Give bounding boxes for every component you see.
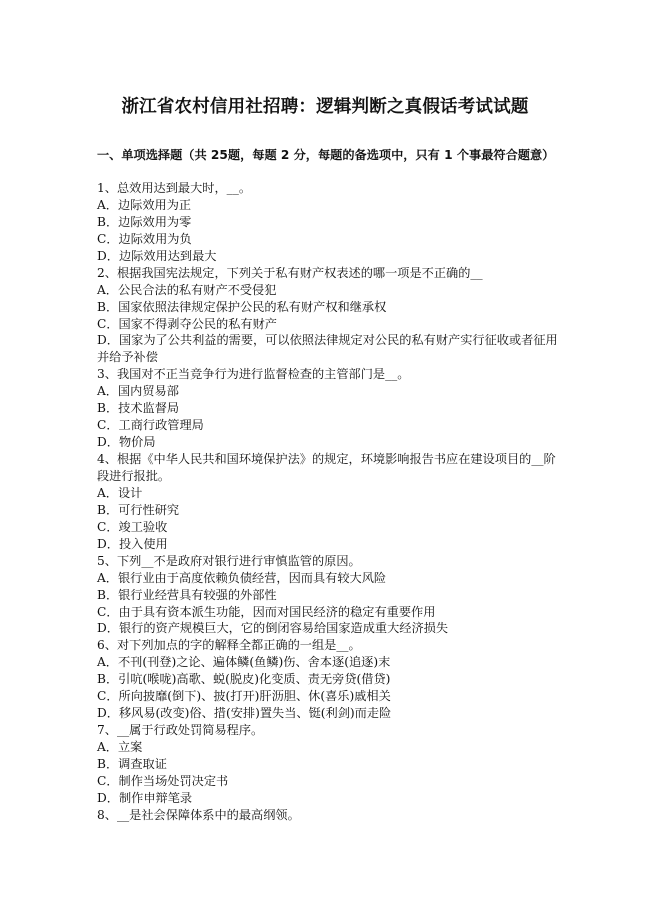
document-title: 浙江省农村信用社招聘：逻辑判断之真假话考试试题 <box>121 97 529 117</box>
option: C．工商行政管理局 <box>97 418 204 433</box>
option: A．立案 <box>97 740 143 754</box>
option: B．可行性研究 <box>97 502 180 517</box>
option: C．竣工验收 <box>97 519 168 534</box>
option: D．银行的资产规模巨大，它的倒闭容易给国家造成重大经济损失 <box>97 621 449 636</box>
question-stem: 1、总效用达到最大时，__。 <box>97 181 252 195</box>
option: C．所向披靡(倒下)、披(打开)肝沥胆、休(喜乐)戚相关 <box>97 689 391 704</box>
option: D．物价局 <box>97 435 156 450</box>
section-heading: 一、单项选择题（共 25题，每题 2 分，每题的备选项中，只有 1 个事最符合题意） <box>97 148 555 162</box>
option: A．设计 <box>97 485 143 500</box>
option: B．调查取证 <box>97 756 167 771</box>
option: B．银行业经营具有较强的外部性 <box>97 587 277 602</box>
question-stem: 3、我国对不正当竞争行为进行监督检查的主管部门是__。 <box>97 367 410 382</box>
option: C．制作当场处罚决定书 <box>97 773 229 788</box>
question-stem: 2、根据我国宪法规定，下列关于私有财产权表述的哪一项是不正确的__ <box>97 265 483 280</box>
question-stem: 6、对下列加点的字的解释全都正确的一组是__。 <box>97 638 361 653</box>
option: A．边际效用为正 <box>97 197 192 212</box>
option: D．制作申辩笔录 <box>97 790 193 805</box>
question-stem: 4、根据《中华人民共和国环境保护法》的规定，环境影响报告书应在建设项目的__阶段进行报批。 <box>97 452 556 483</box>
question-stem: 8、__是社会保障体系中的最高纲领。 <box>97 807 300 822</box>
option: B．引吭(喉咙)高歌、蜕(脱皮)化变质、责无旁贷(借贷) <box>97 672 391 687</box>
option: C．边际效用为负 <box>97 231 192 246</box>
option: B．边际效用为零 <box>97 214 192 229</box>
option: D．边际效用达到最大 <box>97 248 217 263</box>
option: D．国家为了公共利益的需要，可以依照法律规定对公民的私有财产实行征收或者征用并给予补偿 <box>97 333 558 365</box>
option: B．技术监督局 <box>97 401 180 416</box>
option: A．银行业由于高度依赖负债经营，因而具有较大风险 <box>97 570 387 585</box>
option: A．公民合法的私有财产不受侵犯 <box>97 282 277 297</box>
option: C．国家不得剥夺公民的私有财产 <box>97 316 277 331</box>
option: B．国家依照法律规定保护公民的私有财产权和继承权 <box>97 299 387 314</box>
question-stem: 5、下列__不是政府对银行进行审慎监管的原因。 <box>97 553 361 568</box>
option: D．投入使用 <box>97 536 168 551</box>
question-list <box>97 180 559 824</box>
option: A．国内贸易部 <box>97 384 179 399</box>
option: D．移风易(改变)俗、措(安排)置失当、铤(利剑)而走险 <box>97 706 392 721</box>
option: C．由于具有资本派生功能，因而对国民经济的稳定有重要作用 <box>97 604 436 619</box>
question-stem: 7、__属于行政处罚简易程序。 <box>97 723 264 738</box>
option: A．不刊(刊登)之论、遍体鳞(鱼鳞)伤、舍本逐(追逐)末 <box>97 655 391 670</box>
